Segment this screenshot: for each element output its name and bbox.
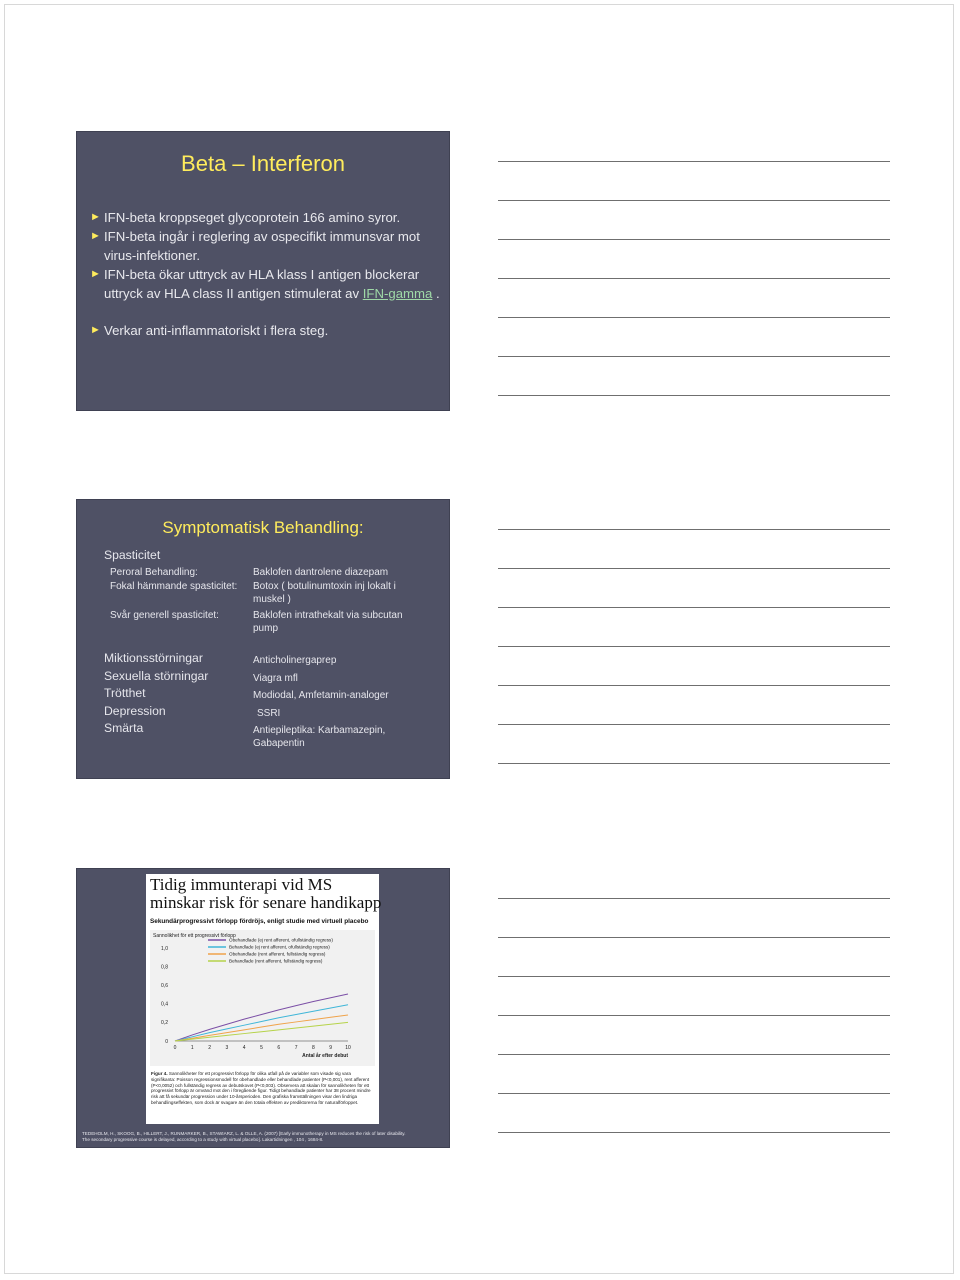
figure-title: Tidig immunterapi vid MS [150, 875, 333, 894]
bullet-arrow-icon: ► [90, 324, 101, 336]
row-value: Baklofen dantrolene diazepam [253, 567, 389, 578]
y-tick-label: 1,0 [161, 945, 168, 952]
symptom-treatment: Viagra mfl [253, 673, 298, 684]
row-label: Fokal hämmande spasticitet: [110, 581, 238, 592]
y-tick-label: 0,4 [161, 1001, 168, 1008]
slide-figure-immunterapi [76, 868, 450, 1148]
x-tick-label: 5 [260, 1045, 263, 1051]
figure-title-line2: minskar risk för senare handikapp [150, 893, 382, 912]
figure-caption [151, 1071, 373, 1106]
legend-entry: Obehandlade (rent afferent, fullständig regress) [229, 951, 326, 957]
symptom-label: Miktionsstörningar [104, 651, 203, 665]
note-line [498, 937, 890, 938]
line-chart [150, 930, 375, 1066]
caption-text: Sannolikheter för ett progressivt förlopp för olika utfall på de variabler som visade sig vara signifikanta: Poisson regressionsmodell för obehandlade eller behandlade patienter (P<0,001), rent afferent (P<0,0052) och fullständig regress av debutskovet (P<0,003). Observera att skalan för sannolikheten för ett progressivt förlopp är omvänd mot den i föregående figur. Tidigt behandlade patienter har 38 procent mindre risk att få sekundär progression under 10-årsperioden. Den grafiska framställningen visar den lindriga behandlingseffekten, som dock är svagare än den totala effekten av prediktorerna för naturalförloppet. [151, 1071, 371, 1105]
note-line [498, 1093, 890, 1094]
bullet-text: IFN-beta ingår i reglering av ospecifikt immunsvar mot virus-infektioner. [104, 229, 420, 263]
legend-entry: Behandlade (rent afferent, fullständig regress) [229, 958, 323, 964]
y-tick-label: 0,2 [161, 1020, 168, 1027]
bullet-text: Verkar anti-inflammatoriskt i flera steg. [104, 323, 329, 338]
bullet-text: IFN-beta ökar uttryck av HLA klass I antigen blockerar uttryck av HLA class II antigen stimulerat av [104, 267, 420, 301]
symptom-label: Sexuella störningar [104, 669, 209, 683]
note-line [498, 278, 890, 279]
note-line [498, 161, 890, 162]
x-tick-label: 8 [312, 1045, 315, 1051]
note-line [498, 607, 890, 608]
article-figure [146, 874, 382, 1124]
x-tick-label: 4 [242, 1045, 246, 1051]
section-heading: Spasticitet [104, 548, 161, 562]
slide-symptomatisk-behandling [76, 499, 450, 779]
note-line [498, 356, 890, 357]
note-line [498, 529, 890, 530]
note-line [498, 1132, 890, 1133]
note-line [498, 724, 890, 725]
note-line [498, 898, 890, 899]
x-tick-label: 0 [173, 1045, 177, 1051]
note-line [498, 317, 890, 318]
x-tick-label: 3 [225, 1045, 229, 1051]
symptom-treatment: Anticholinergaprep [253, 655, 337, 666]
chart-title: Sannolikhet för ett progressivt förlopp [153, 933, 236, 939]
symptom-label: Smärta [104, 721, 144, 735]
row-label: Peroral Behandling: [110, 567, 198, 578]
note-line [498, 239, 890, 240]
row-value: Botox ( botulinumtoxin inj lokalt i muskel ) [253, 581, 396, 605]
ifn-gamma-link[interactable]: IFN-gamma [362, 286, 433, 301]
caption-label: Figur 4. [151, 1071, 168, 1076]
note-line [498, 395, 890, 396]
note-line [498, 200, 890, 201]
figure-subtitle: Sekundärprogressivt förlopp fördröjs, enligt studie med virtuell placebo [150, 918, 369, 925]
row-label: Svår generell spasticitet: [110, 610, 219, 621]
bullet-item [90, 265, 440, 303]
x-axis-label: Antal år efter debut [302, 1053, 348, 1059]
x-tick-label: 9 [329, 1045, 333, 1051]
bullet-list [90, 208, 440, 340]
bullet-arrow-icon: ► [90, 211, 101, 223]
x-tick-label: 1 [190, 1045, 194, 1051]
row-value: Baklofen intrathekalt via subcutan pump [253, 610, 403, 634]
bullet-item [90, 227, 440, 265]
symptom-treatment: Antiepileptika: Karbamazepin, Gabapentin [253, 725, 386, 749]
symptom-treatment: Modiodal, Amfetamin-analoger [253, 690, 389, 701]
slide-title: Symptomatisk Behandling: [162, 518, 364, 537]
y-tick-label: 0 [165, 1038, 168, 1045]
symptom-label: Depression [104, 704, 166, 718]
bullet-text-end: . [432, 286, 440, 301]
note-line [498, 763, 890, 764]
legend-entry: Obehandlade (ej rent afferent, ofullständig regress) [229, 937, 333, 943]
x-tick-label: 6 [277, 1045, 281, 1051]
note-line [498, 685, 890, 686]
bullet-arrow-icon: ► [90, 230, 101, 242]
bullet-item [90, 208, 440, 227]
series-line [175, 1005, 348, 1041]
series-line [175, 1015, 348, 1041]
citation-line: TEDEHOLM, H., SKOOG, B., HILLERT, J., RUNMARKER, B., STAWIARZ, L. & OLLE, A. (2007) [Early immunotherapy in MS reduces the risk of later disability. [82, 1131, 406, 1136]
y-tick-label: 0,8 [161, 964, 168, 971]
y-tick-label: 0,6 [161, 983, 168, 989]
bullet-text: IFN-beta kroppseget glycoprotein 166 amino syror. [104, 210, 401, 225]
series-line [175, 994, 348, 1041]
x-tick-label: 10 [345, 1045, 351, 1051]
slide-title: Beta – Interferon [181, 151, 345, 176]
bullet-arrow-icon: ► [90, 268, 101, 280]
note-line [498, 646, 890, 647]
note-line [498, 976, 890, 977]
x-tick-label: 2 [208, 1045, 211, 1051]
chart-panel [150, 930, 375, 1066]
note-line [498, 1015, 890, 1016]
note-line [498, 568, 890, 569]
legend-entry: Behandlade (ej rent afferent, ofullständig regress) [229, 944, 330, 950]
x-tick-label: 7 [294, 1045, 298, 1051]
bullet-item [90, 321, 440, 340]
citation-line: The secondary progressive course is delayed, according to a study with virtual placebo]. Lakartidningen , 104 , 1684-8. [82, 1137, 324, 1142]
symptom-label: Trötthet [104, 686, 146, 700]
symptom-treatment: SSRI [257, 708, 281, 719]
note-line [498, 1054, 890, 1055]
slide-beta-interferon [76, 131, 450, 411]
